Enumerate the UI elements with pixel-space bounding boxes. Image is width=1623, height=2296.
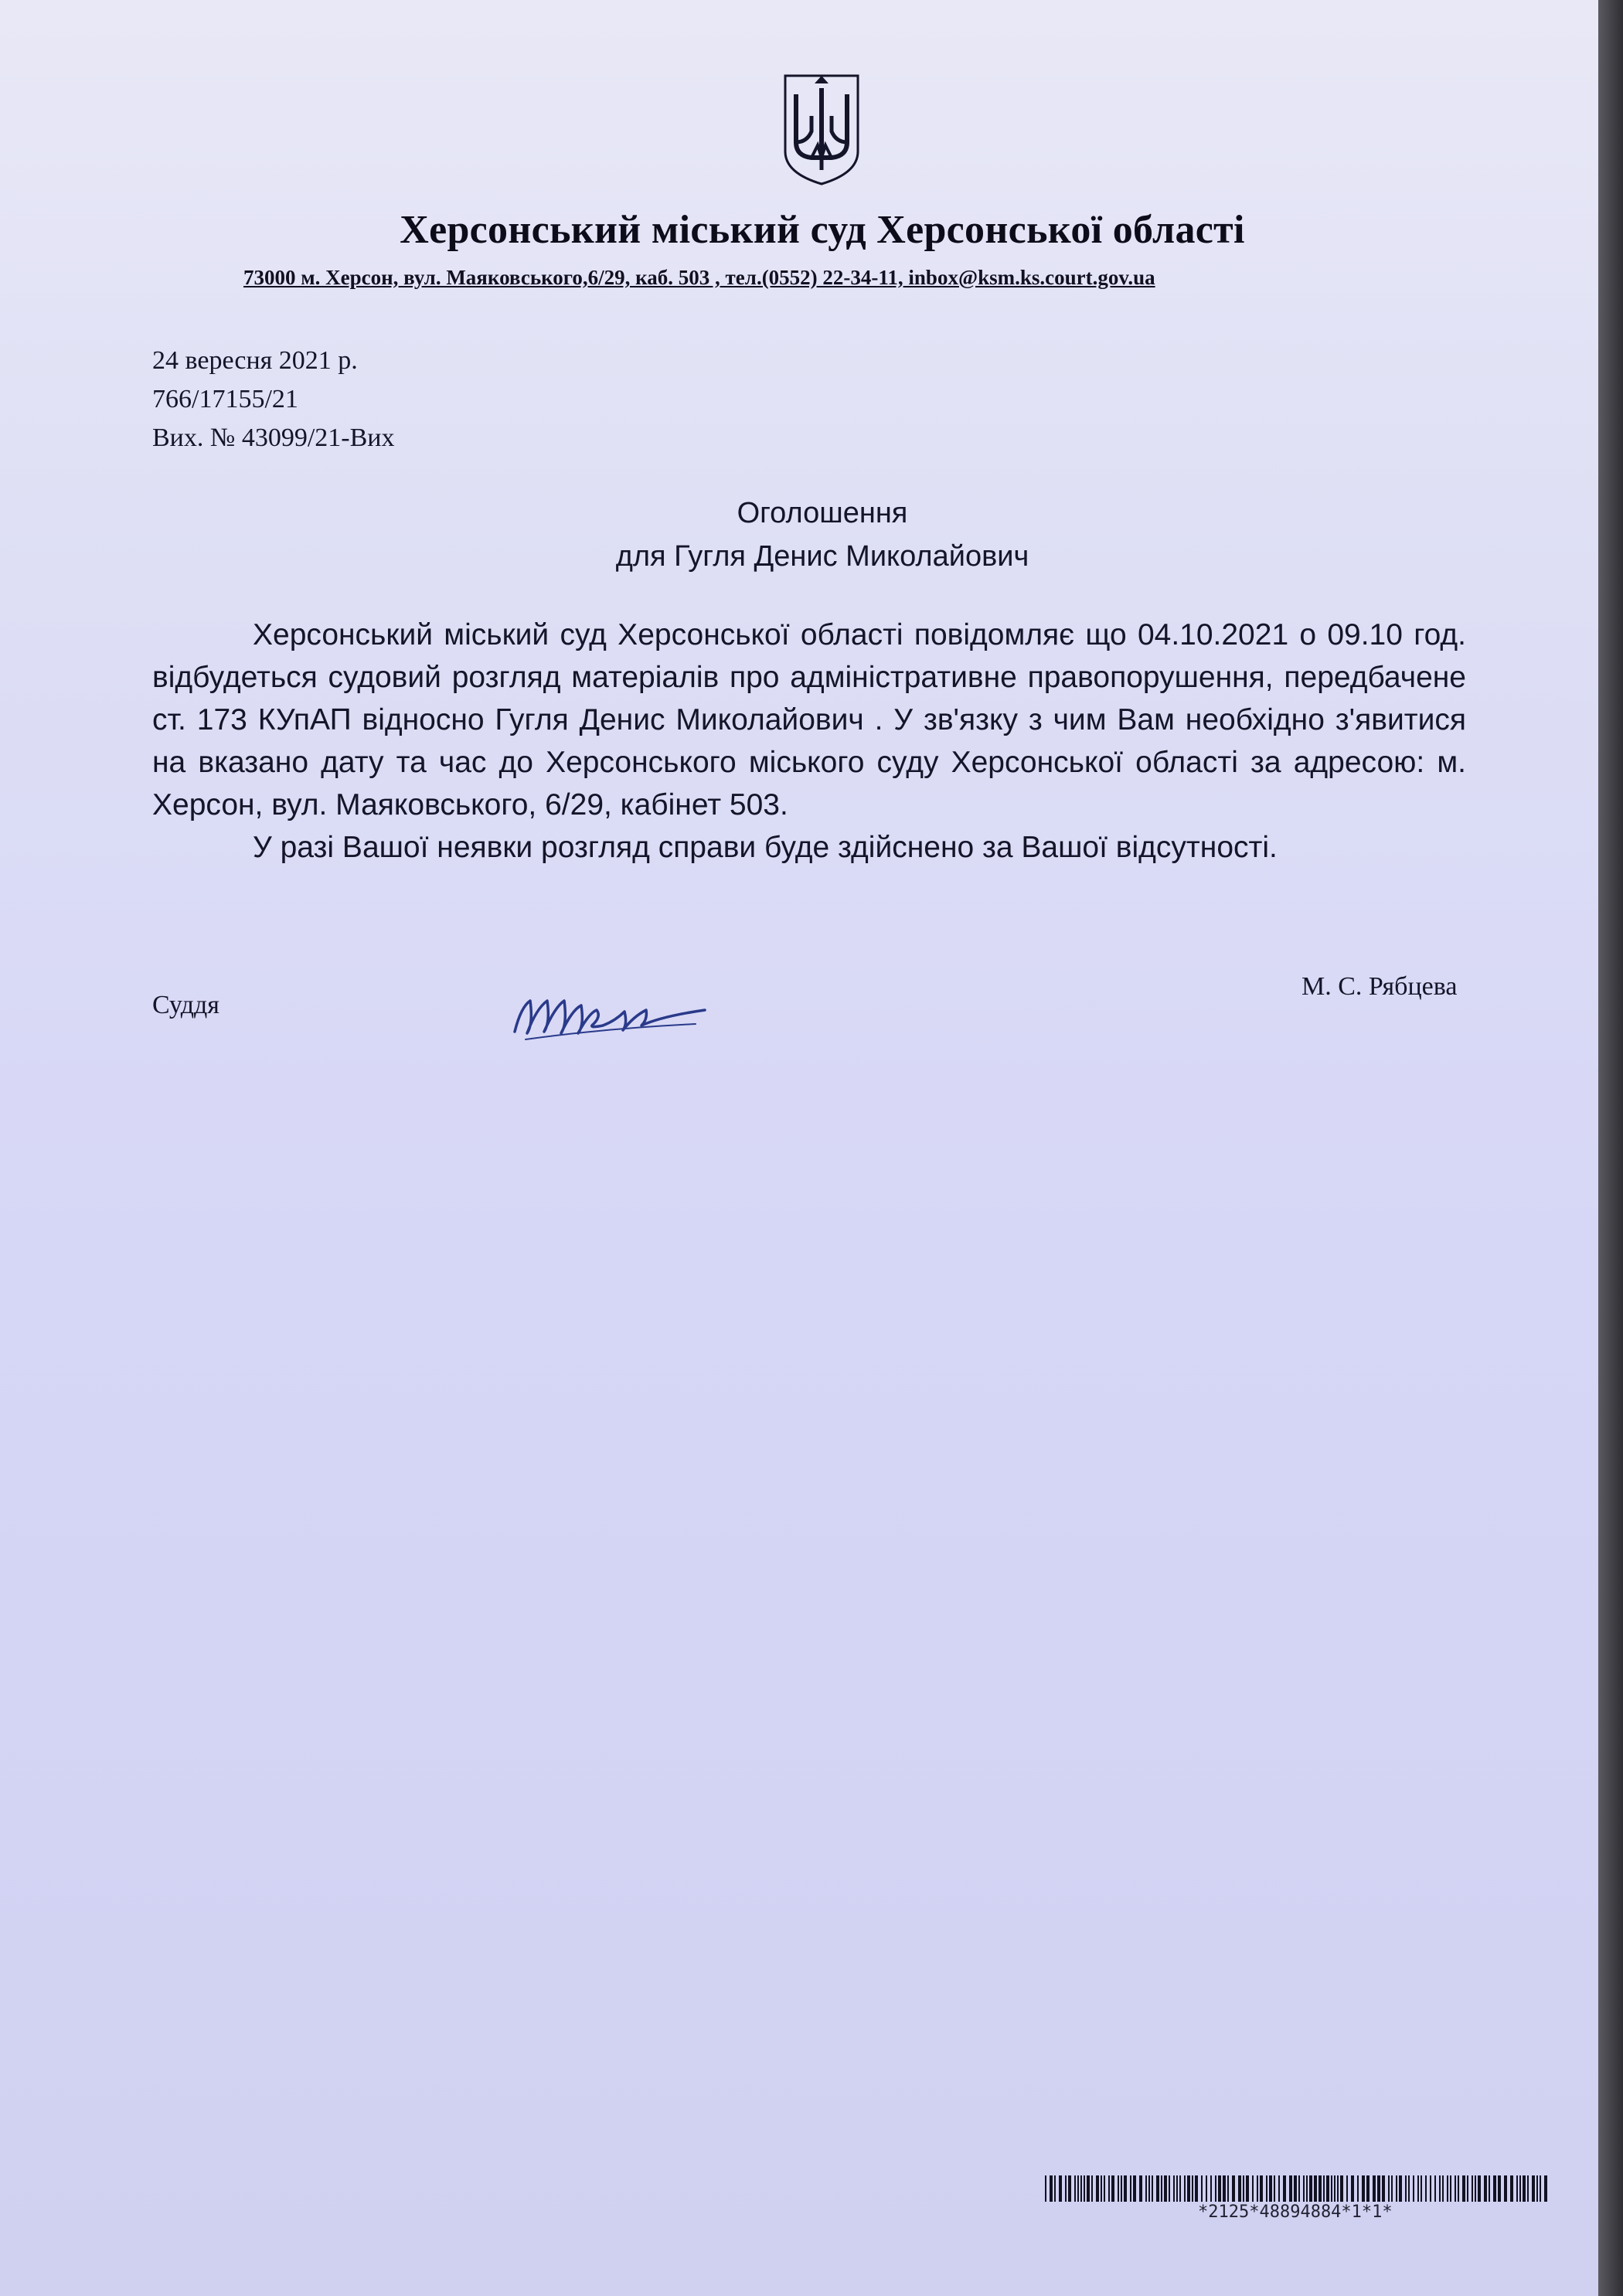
barcode-bar [1337,2175,1339,2202]
barcode-bar [1382,2175,1385,2202]
barcode-bar [1173,2175,1175,2202]
barcode-bar [1504,2175,1507,2202]
barcode-bar [1187,2175,1190,2202]
barcode-bar [1252,2175,1254,2202]
barcode-bar [1516,2175,1518,2202]
barcode-bar [1405,2175,1407,2202]
barcode-bar [1484,2175,1487,2202]
barcode-bar [1238,2175,1241,2202]
barcode-bar [1421,2175,1422,2202]
barcode-bar [1243,2175,1244,2202]
barcode-bar [1294,2175,1297,2202]
barcode-bar [1417,2175,1419,2202]
barcode-bar [1201,2175,1203,2202]
handwritten-signature-icon [510,978,711,1047]
coat-of-arms-icon [779,71,864,187]
barcode-bar [1108,2175,1110,2202]
barcode-bar [1413,2175,1414,2202]
barcode-bar [1068,2175,1071,2202]
page-edge-shadow [1598,0,1623,2296]
barcode-bar [1130,2175,1131,2202]
barcode-bar [1519,2175,1521,2202]
barcode-bar [1434,2175,1436,2202]
barcode-bar [1334,2175,1335,2202]
barcode-bar [1192,2175,1193,2202]
court-address-line: 73000 м. Херсон, вул. Маяковського,6/29, каб. 503 , тел.(0552) 22-34-11, inbox@ksm.ks.court.gov.ua [243,266,1155,289]
barcode-bar [1257,2175,1258,2202]
barcode-bar [1065,2175,1067,2202]
document-date: 24 вересня 2021 р. [152,346,358,375]
barcode-bar [1121,2175,1122,2202]
barcode-bar [1283,2175,1286,2202]
barcode-bar [1156,2175,1159,2202]
barcode-bar [1467,2175,1468,2202]
barcode-bar [1475,2175,1476,2202]
barcode-bar [1266,2175,1267,2202]
barcode-bar [1054,2175,1056,2202]
barcode-bar [1351,2175,1354,2202]
barcode-bar [1179,2175,1181,2202]
barcode-bar [1425,2175,1427,2202]
barcode-bar [1462,2175,1465,2202]
barcode-bar [1118,2175,1119,2202]
barcode-bar [1366,2175,1370,2202]
barcode-bar [1104,2175,1105,2202]
barcode-bar [1326,2175,1329,2202]
barcode-bar [1391,2175,1393,2202]
court-name-heading: Херсонський міський суд Херсонської області [400,208,1245,252]
barcode-bar [1195,2175,1198,2202]
barcode-bar [1340,2175,1343,2202]
barcode-bar [1111,2175,1114,2202]
barcode-bar [1527,2175,1529,2202]
barcode-bar [1455,2175,1456,2202]
barcode-bar [1139,2175,1142,2202]
barcode-bar [1152,2175,1153,2202]
barcode-bar [1498,2175,1501,2202]
barcode-bar [1077,2175,1079,2202]
barcode-bar [1544,2175,1547,2202]
barcode-bar [1377,2175,1380,2202]
barcode-bar [1101,2175,1102,2202]
barcode-bar [1458,2175,1459,2202]
barcode-bar [1161,2175,1162,2202]
barcode-bar [1532,2175,1535,2202]
barcode-bar [1323,2175,1325,2202]
barcode-bar [1373,2175,1376,2202]
barcode-bar [1050,2175,1053,2202]
barcode-bar [1306,2175,1308,2202]
barcode-bar [1145,2175,1147,2202]
barcode-bar [1493,2175,1496,2202]
barcode-bar [1430,2175,1431,2202]
barcode-bar [1399,2175,1402,2202]
barcode-number: *2125*48894884*1*1* [1198,2202,1393,2222]
outgoing-number: Вих. № 43099/21-Вих [152,423,395,452]
barcode-bar [1133,2175,1136,2202]
barcode-bar [1447,2175,1448,2202]
barcode-bar [1298,2175,1300,2202]
barcode-bar [1096,2175,1099,2202]
barcode-bar [1269,2175,1272,2202]
barcode-bar [1357,2175,1359,2202]
judge-name: М. С. Рябцева [1301,972,1458,1001]
barcode-bar [1318,2175,1322,2202]
barcode-bar [1227,2175,1229,2202]
barcode-bar [1148,2175,1150,2202]
barcode-bar [1442,2175,1444,2202]
barcode-bar [1164,2175,1167,2202]
barcode-bar [1309,2175,1312,2202]
barcode-bar [1045,2175,1046,2202]
body-paragraph-1: Херсонський міський суд Херсонської області повідомляє що 04.10.2021 о 09.10 год. відбудеться судовий розгляд матеріалів про адміністративне правопорушення, передбачене ст. 173 КУпАП відносно Гугля Денис Миколайович . У зв'язку з чим Вам необхідно з'явитися на вказано дату та час до Херсонського міського суду Херсонської області за адресою: м. Херсон, вул. Маяковського, 6/29, кабінет 503. [152,618,1466,821]
barcode-bar [1184,2175,1186,2202]
barcode-bar [1489,2175,1490,2202]
barcode-bar [1215,2175,1216,2202]
barcode-bar [1450,2175,1451,2202]
barcode-bar [1274,2175,1275,2202]
barcode-bar [1059,2175,1062,2202]
announcement-title: Оголошення [737,497,908,529]
barcode-bar [1346,2175,1348,2202]
barcode-bar [1223,2175,1226,2202]
barcode-bar [1536,2175,1538,2202]
barcode-bar [1408,2175,1410,2202]
barcode-bar [1396,2175,1397,2202]
barcode-bar [1169,2175,1170,2202]
announcement-block [0,492,1598,578]
barcode-bar [1210,2175,1212,2202]
barcode-bar [1362,2175,1365,2202]
barcode-bar [1478,2175,1481,2202]
barcode-bar [1278,2175,1280,2202]
barcode-bar [1472,2175,1473,2202]
barcode-bar [1124,2175,1127,2202]
barcode-bar [1087,2175,1090,2202]
barcode-bar [1246,2175,1249,2202]
barcode-bar [1388,2175,1390,2202]
notice-body [152,614,1466,869]
barcode-bar [1331,2175,1332,2202]
document-meta [152,342,394,457]
barcode-bar [1074,2175,1076,2202]
signature-role-label: Суддя [152,991,219,1019]
barcode-bar [1218,2175,1221,2202]
barcode-bar [1206,2175,1207,2202]
barcode-bar [1303,2175,1305,2202]
barcode-bar [1314,2175,1317,2202]
case-number: 766/17155/21 [152,385,298,413]
barcode-bar [1176,2175,1178,2202]
barcode-bar [1080,2175,1082,2202]
barcode-icon [1045,2175,1549,2202]
barcode-bar [1523,2175,1526,2202]
barcode-bar [1540,2175,1541,2202]
barcode-bar [1084,2175,1085,2202]
barcode-bar [1091,2175,1093,2202]
barcode-bar [1232,2175,1235,2202]
announcement-recipient: для Гугля Денис Миколайович [615,540,1029,573]
barcode-bar [1439,2175,1441,2202]
barcode-bar [1510,2175,1513,2202]
barcode-bar [1260,2175,1263,2202]
body-paragraph-2: У разі Вашої неявки розгляд справи буде здійснено за Вашої відсутності. [253,831,1278,864]
barcode-bar [1289,2175,1292,2202]
